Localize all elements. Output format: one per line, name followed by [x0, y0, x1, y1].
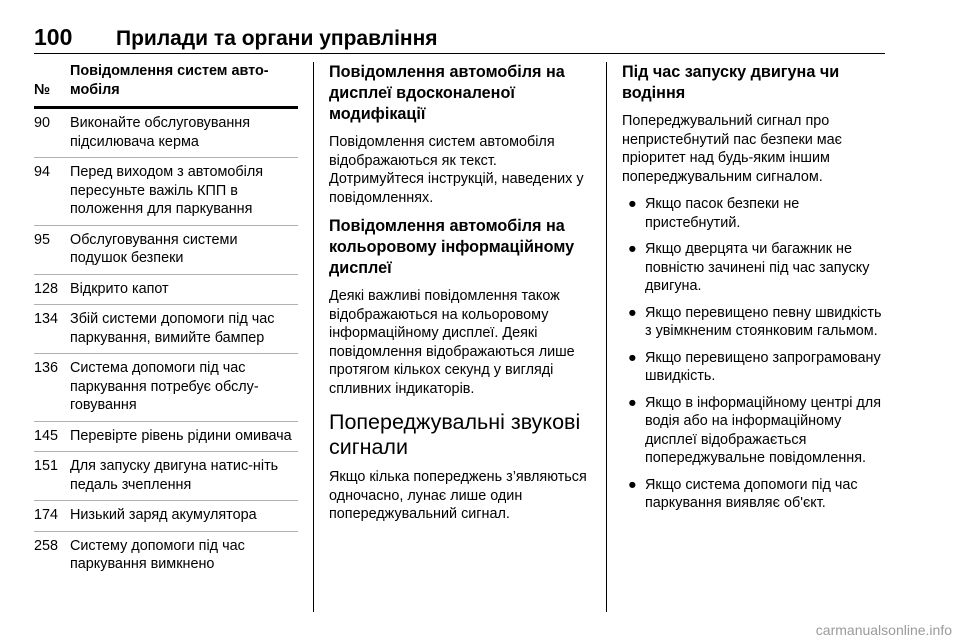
row-number: 128: [34, 280, 59, 297]
messages-table: [34, 62, 298, 580]
table-row: [34, 158, 298, 226]
table-row: [34, 532, 298, 580]
row-number: 136: [34, 360, 59, 376]
column-divider-2: [606, 62, 607, 612]
table-row: [34, 305, 298, 354]
table-row: [34, 354, 298, 422]
list-item: [622, 240, 886, 296]
row-number: 174: [34, 507, 59, 523]
paragraph: Попереджувальний сигнал про непристебнутий пас безпеки має пріоритет над будь-яким іншим попереджувальним сигналом.: [622, 113, 843, 185]
bullet-list: [622, 195, 886, 513]
list-item-text: Якщо дверцята чи багажник не повністю зачинені під час запуску двигуна.: [645, 241, 870, 294]
bullet-icon: ●: [628, 304, 637, 321]
section-heading: Повідомлення автомобіля на кольоровому інформаційному дисплеї: [329, 217, 575, 277]
bullet-icon: ●: [628, 196, 637, 212]
watermark: carmanualsonline.info: [815, 622, 952, 638]
section-heading: Під час запуску двигуна чи водіння: [622, 63, 840, 102]
header-divider: [34, 53, 885, 54]
list-item: [622, 195, 886, 232]
table-header: [34, 62, 298, 109]
table-row: [34, 109, 298, 158]
bullet-icon: ●: [628, 394, 637, 411]
list-item-text: Якщо пасок безпеки не пристебнутий.: [645, 196, 800, 231]
page-header: [34, 24, 438, 56]
table-row: [34, 275, 298, 306]
list-item: [622, 394, 886, 468]
paragraph: Якщо кілька попереджень з’являються одночасно, лунає лише один попереджувальний сигнал.: [329, 469, 587, 522]
row-message: Систему допомоги під час паркування вимкнено: [70, 537, 245, 572]
bullet-icon: ●: [628, 476, 637, 493]
list-item: [622, 349, 886, 386]
list-item-text: Якщо перевищено запрограмовану швидкість.: [645, 349, 881, 384]
table-row: [34, 226, 298, 275]
page-number: 100: [34, 24, 73, 50]
row-message: Обслуговування системи подушок безпеки: [70, 231, 238, 266]
list-item: [622, 476, 886, 513]
row-number: 95: [34, 231, 51, 248]
paragraph: Повідомлення систем автомобіля відображаються як текст. Дотримуйтеся інструкцій, наведених у повідомленнях.: [329, 134, 584, 206]
row-number: 145: [34, 427, 59, 444]
table-row: [34, 422, 298, 453]
table-row: [34, 501, 298, 532]
column-header-message: Повідомлення систем авто-мобіля: [70, 63, 269, 98]
row-number: 151: [34, 458, 59, 474]
row-message: Система допомоги під час паркування потребує обслу-говування: [70, 360, 259, 413]
table-row: [34, 452, 298, 501]
list-item-text: Якщо в інформаційному центрі для водія або на інформаційному дисплеї відображається попереджувальне повідомлення.: [645, 394, 881, 466]
column-divider-1: [313, 62, 314, 612]
middle-column: [329, 62, 591, 533]
row-message: Перед виходом з автомобіля пересуньте важіль КПП в положення для паркування: [70, 164, 264, 217]
right-column: [622, 62, 886, 521]
column-header-number: №: [34, 81, 51, 98]
chapter-heading: Попереджувальні звукові сигнали: [329, 410, 581, 459]
page-title: Прилади та органи управління: [116, 27, 438, 50]
row-number: 258: [34, 537, 59, 554]
list-item: [622, 304, 886, 341]
bullet-icon: ●: [628, 241, 637, 257]
row-message: Збій системи допомоги під час паркування, вимийте бампер: [70, 311, 275, 346]
row-number: 94: [34, 164, 51, 180]
row-message: Відкрито капот: [70, 280, 169, 297]
row-number: 90: [34, 115, 51, 131]
row-message: Перевірте рівень рідини омивача: [70, 427, 292, 444]
list-item-text: Якщо перевищено певну швидкість з увімкненим стоянковим гальмом.: [645, 304, 882, 339]
row-message: Виконайте обслуговування підсилювача керма: [70, 115, 251, 150]
paragraph: Деякі важливі повідомлення також відображаються на кольоровому інформаційному дисплеї. Деякі повідомлення відображаються лише протягом кількох секунд у вигляді спливних індикаторів.: [329, 288, 575, 397]
section-heading: Повідомлення автомобіля на дисплеї вдосконаленої модифікації: [329, 63, 565, 123]
row-message: Для запуску двигуна натис-ніть педаль зчеплення: [70, 458, 279, 493]
row-number: 134: [34, 311, 59, 327]
row-message: Низький заряд акумулятора: [70, 507, 257, 523]
list-item-text: Якщо система допомоги під час паркування виявляє об'єкт.: [645, 476, 858, 511]
bullet-icon: ●: [628, 349, 637, 366]
